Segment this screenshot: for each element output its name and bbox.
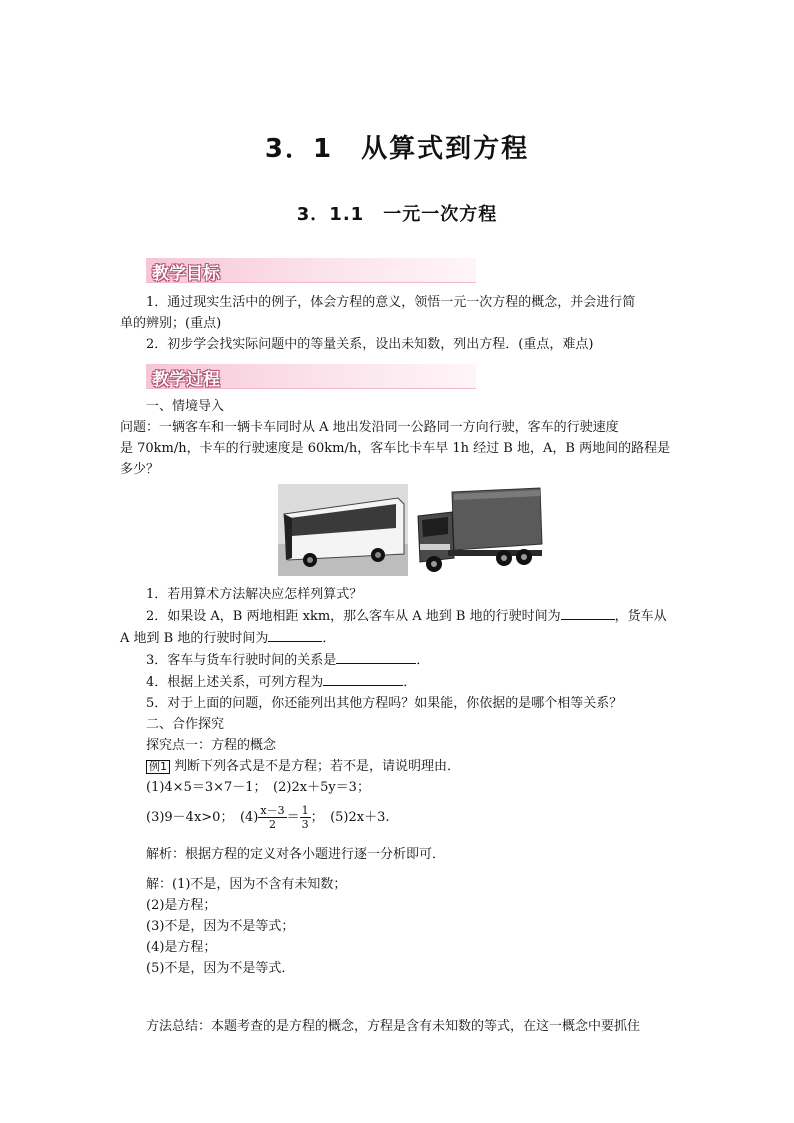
goals-banner-label: 教学目标 bbox=[152, 264, 220, 284]
intro-heading: 一、情境导入 bbox=[146, 399, 225, 414]
answer-blank bbox=[323, 671, 403, 686]
fraction-1-num: x－3 bbox=[260, 804, 285, 817]
answer-blank bbox=[336, 649, 416, 664]
question-2-text-c: A 地到 B 地的行驶时间为 bbox=[120, 631, 269, 646]
method-summary: 方法总结：本题考查的是方程的概念，方程是含有未知数的等式，在这一概念中要抓住 bbox=[146, 1019, 641, 1034]
vehicle-images bbox=[278, 482, 546, 576]
example-1 bbox=[120, 756, 676, 777]
example-text: 判断下列各式是不是方程；若不是，请说明理由． bbox=[174, 759, 461, 774]
questions-section bbox=[120, 584, 676, 832]
goals-banner bbox=[146, 258, 476, 283]
truck-photo bbox=[408, 482, 546, 576]
question-4-end: ． bbox=[403, 675, 417, 690]
solution-line: (3)不是，因为不是等式； bbox=[146, 919, 295, 934]
problem-line: 多少？ bbox=[120, 462, 160, 477]
goal-item: 2．初步学会找实际问题中的等量关系，设出未知数，列出方程．(重点，难点) bbox=[146, 337, 594, 352]
solution-line: (5)不是，因为不是等式． bbox=[146, 961, 295, 976]
process-banner-label: 教学过程 bbox=[152, 370, 220, 390]
page-title: 3．1 从算式到方程 bbox=[264, 134, 530, 164]
fraction-1 bbox=[258, 804, 286, 831]
question-2 bbox=[120, 605, 676, 627]
equation-4-mid: ＝ bbox=[286, 810, 300, 825]
intro-section bbox=[120, 396, 676, 480]
question-4 bbox=[120, 671, 676, 693]
question-2-text-a: 2．如果设 A，B 两地相距 xkm，那么客车从 A 地到 B 地的行驶时间为 bbox=[146, 609, 561, 624]
summary-section bbox=[120, 1016, 676, 1037]
fraction-2-num: 1 bbox=[301, 804, 309, 817]
equation-line-2 bbox=[120, 804, 676, 832]
question-4-text: 4．根据上述关系，可列方程为 bbox=[146, 675, 324, 690]
goals-list bbox=[120, 292, 676, 355]
question-3 bbox=[120, 649, 676, 671]
equation-line-1: (1)4×5＝3×7－1； (2)2x＋5y＝3； bbox=[146, 780, 370, 795]
fraction-2-den: 3 bbox=[301, 818, 309, 831]
solution-line: (4)是方程； bbox=[146, 940, 217, 955]
analysis-section bbox=[120, 844, 676, 865]
solution-line: 解：(1)不是，因为不含有未知数； bbox=[146, 877, 347, 892]
explore-heading: 二、合作探究 bbox=[146, 717, 225, 732]
answer-blank bbox=[268, 627, 322, 642]
fraction-2 bbox=[300, 804, 311, 831]
solution-section bbox=[120, 874, 676, 979]
equation-3: (3)9－4x>0； (4) bbox=[146, 810, 259, 825]
fraction-1-den: 2 bbox=[268, 818, 276, 831]
goal-item: 单的辨别；(重点) bbox=[120, 316, 222, 331]
question-3-text: 3．客车与货车行驶时间的关系是 bbox=[146, 653, 337, 668]
process-banner bbox=[146, 364, 476, 389]
question-1: 1．若用算术方法解决应怎样列算式？ bbox=[146, 587, 363, 602]
goal-item: 1．通过现实生活中的例子，体会方程的意义，领悟一元一次方程的概念，并会进行简 bbox=[146, 295, 636, 310]
analysis-text: 解析：根据方程的定义对各小题进行逐一分析即可． bbox=[146, 847, 446, 862]
solution-line: (2)是方程； bbox=[146, 898, 217, 913]
question-5: 5．对于上面的问题，你还能列出其他方程吗？如果能，你依据的是哪个相等关系？ bbox=[146, 696, 623, 711]
question-2-text-b: ，货车从 bbox=[614, 609, 667, 624]
answer-blank bbox=[561, 605, 615, 620]
problem-line: 是 70km/h，卡车的行驶速度是 60km/h，客车比卡车早 1h 经过 B 地，A，B 两地间的路程是 bbox=[120, 441, 671, 456]
example-badge: 例1 bbox=[146, 760, 170, 774]
problem-line: 问题：一辆客车和一辆卡车同时从 A 地出发沿同一公路同一方向行驶，客车的行驶速度 bbox=[120, 420, 619, 435]
equation-5: ； (5)2x＋3. bbox=[310, 810, 390, 825]
bus-photo bbox=[278, 484, 408, 576]
explore-point-1: 探究点一：方程的概念 bbox=[146, 738, 277, 753]
question-2-end: ． bbox=[322, 631, 336, 646]
question-3-end: ． bbox=[416, 653, 430, 668]
section-subtitle: 3．1.1 一元一次方程 bbox=[296, 204, 498, 225]
question-2-cont bbox=[120, 627, 676, 649]
